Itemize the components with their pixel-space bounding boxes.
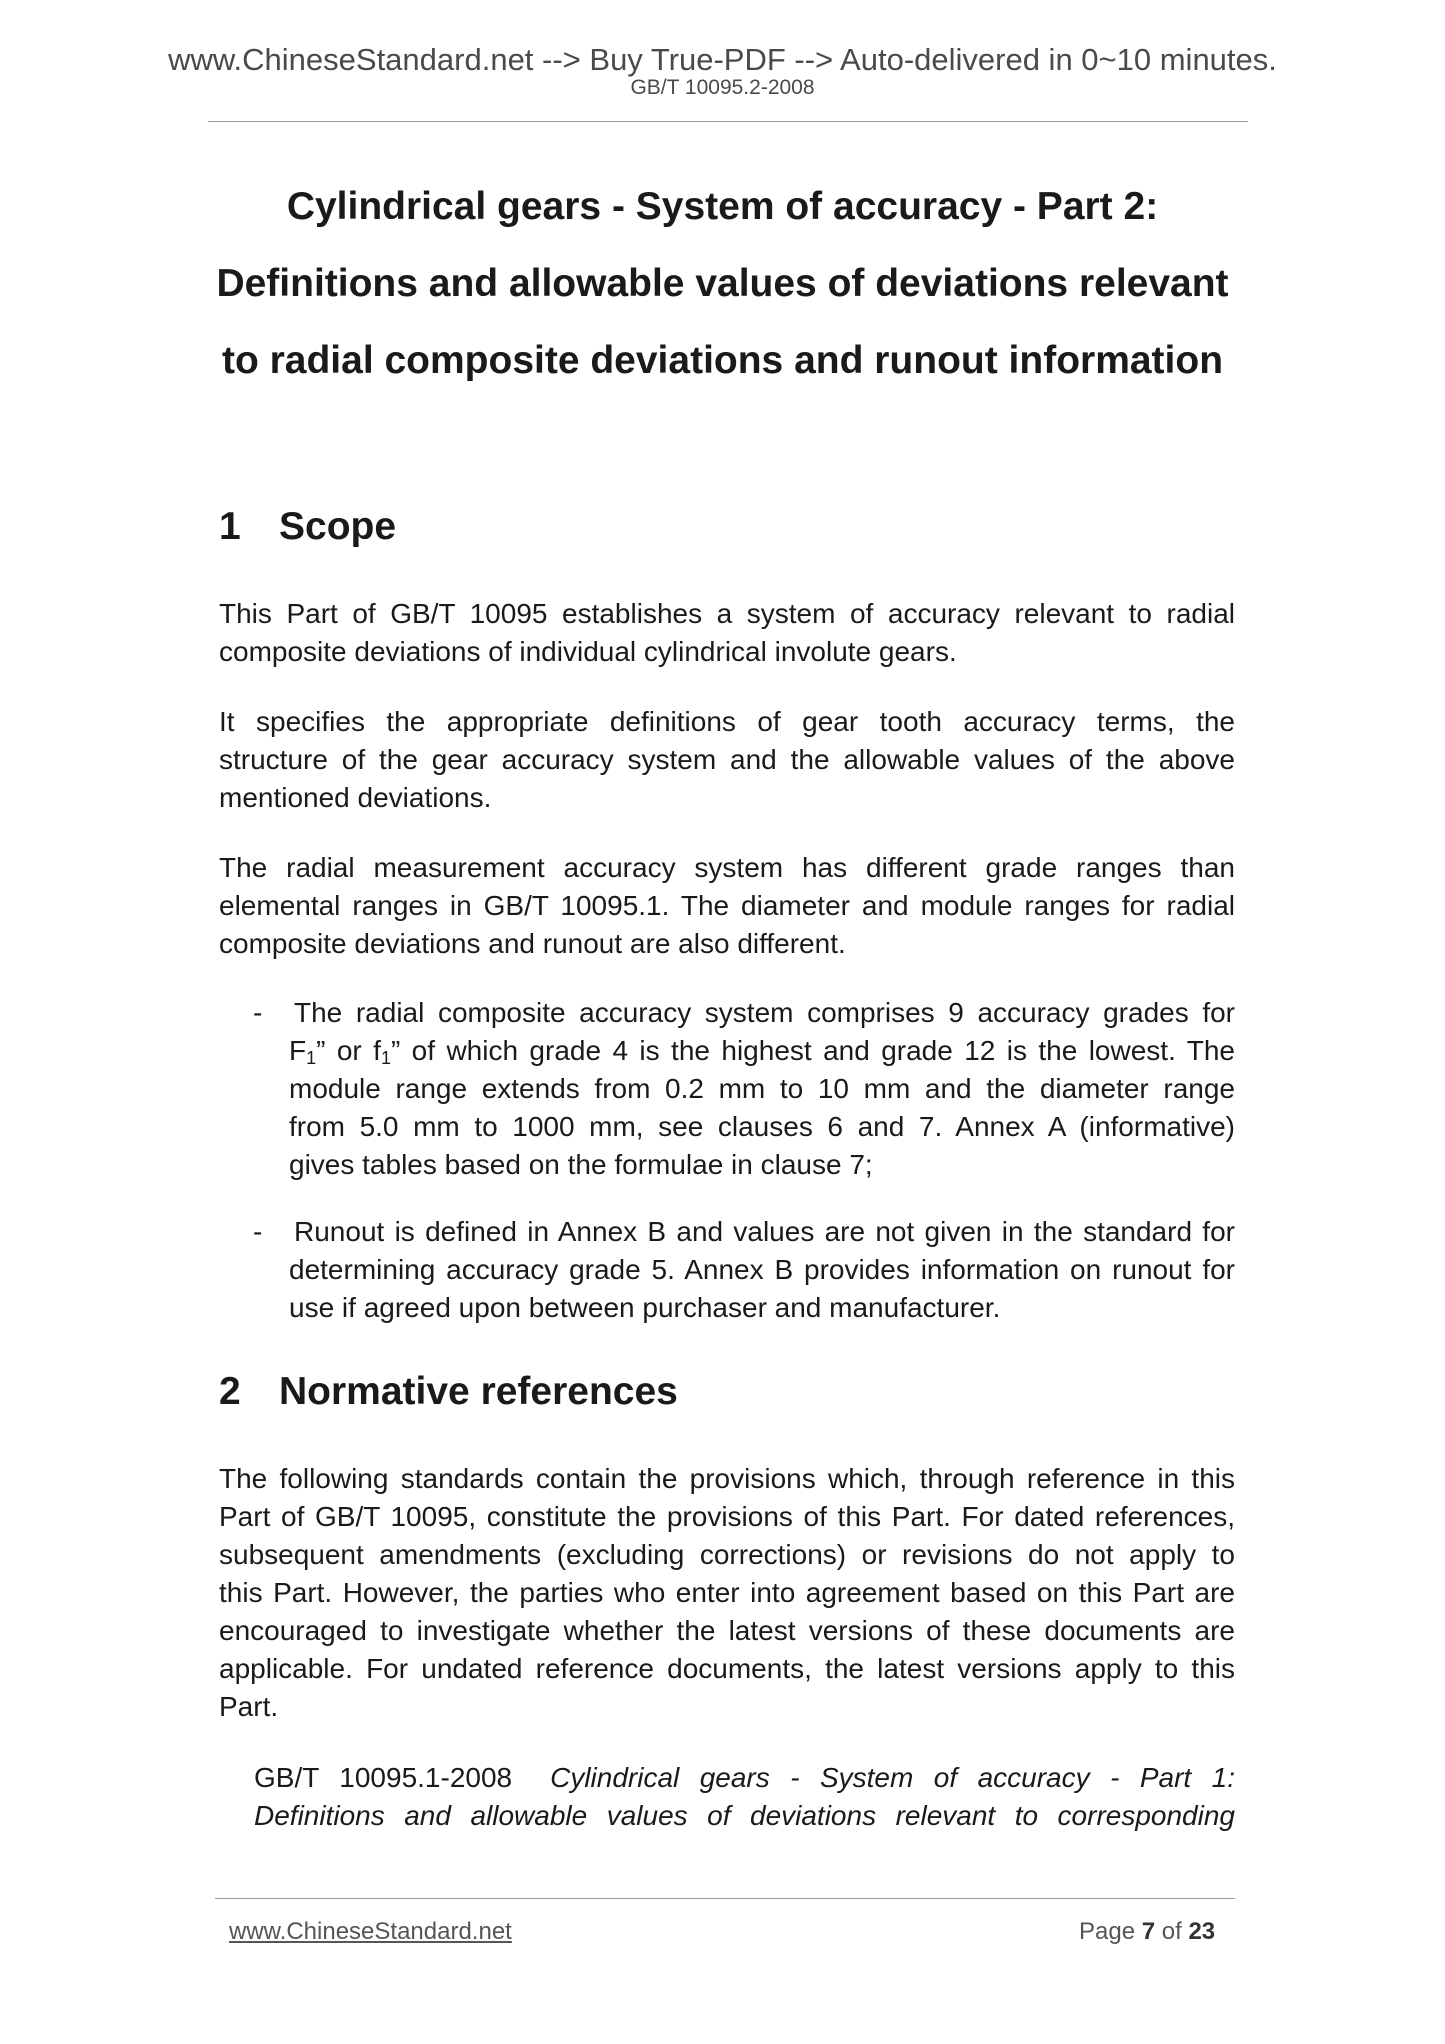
text-line: The radial composite accuracy system comprises 9 accuracy grades for	[294, 997, 1235, 1028]
text-line: mentioned deviations.	[219, 782, 492, 813]
bullet-marker: -	[253, 997, 263, 1028]
section-title: Scope	[279, 505, 397, 548]
title-line: Cylindrical gears - System of accuracy - Part 2:	[286, 185, 1159, 228]
section-number: 2	[219, 1370, 241, 1413]
text-line: determining accuracy grade 5. Annex B provides information on runout for	[289, 1254, 1235, 1285]
header-banner[interactable]: www.ChineseStandard.net --> Buy True-PDF --> Auto-delivered in 0~10 minutes.	[168, 42, 1277, 77]
symbol-F: F	[289, 1035, 307, 1066]
document-title	[170, 168, 1275, 399]
reference-title: Cylindrical gears - System of accuracy - Part 1:	[550, 1762, 1235, 1793]
reference-entry	[254, 1759, 1235, 1835]
section-heading-scope	[219, 505, 396, 549]
text-line: The radial measurement accuracy system has different grade ranges than	[219, 852, 1235, 883]
section-title: Normative references	[279, 1370, 678, 1413]
references-paragraph	[219, 1460, 1235, 1726]
standard-number: GB/T 10095.2-2008	[630, 76, 815, 99]
text-line: encouraged to investigate whether the latest versions of these documents are	[219, 1615, 1235, 1646]
header-divider	[208, 121, 1248, 122]
symbol-f: ” or f	[316, 1035, 381, 1066]
subscript: 1	[380, 1048, 391, 1068]
text-line: gives tables based on the formulae in clause 7;	[289, 1149, 873, 1180]
page-label: Page	[1079, 1918, 1142, 1945]
scope-paragraph-1	[219, 595, 1235, 671]
text-line: structure of the gear accuracy system and the allowable values of the above	[219, 744, 1235, 775]
bullet-marker: -	[253, 1216, 263, 1247]
section-number: 1	[219, 505, 241, 548]
list-item	[254, 994, 1235, 1184]
text-line	[254, 1797, 1235, 1835]
reference-title: Definitions and allowable values of deviations relevant to corresponding	[254, 1800, 1235, 1831]
text-line: Runout is defined in Annex B and values are not given in the standard for	[294, 1216, 1235, 1247]
page-number	[1079, 1918, 1215, 1946]
text-line: subsequent amendments (excluding corrections) or revisions do not apply to	[219, 1539, 1235, 1570]
current-page: 7	[1141, 1918, 1156, 1945]
total-pages: 23	[1188, 1918, 1216, 1945]
text-line: composite deviations and runout are also different.	[219, 928, 846, 959]
text-line: use if agreed upon between purchaser and manufacturer.	[289, 1292, 1001, 1323]
reference-code: GB/T 10095.1-2008	[254, 1762, 513, 1793]
section-heading-normative-references	[219, 1370, 678, 1414]
footer-link[interactable]: www.ChineseStandard.net	[229, 1918, 512, 1945]
subscript: 1	[306, 1048, 317, 1068]
title-line: to radial composite deviations and runout information	[221, 339, 1224, 382]
text-line: this Part. However, the parties who enter into agreement based on this Part are	[219, 1577, 1235, 1608]
text-run: ” of which grade 4 is the highest and grade 12 is the lowest. The	[390, 1035, 1235, 1066]
text-line	[254, 1032, 1235, 1070]
text-line	[254, 1759, 1235, 1797]
text-line: Part.	[219, 1691, 279, 1722]
text-line: composite deviations of individual cylindrical involute gears.	[219, 636, 957, 667]
page-of-label: of	[1155, 1918, 1189, 1945]
text-line: from 5.0 mm to 1000 mm, see clauses 6 and 7. Annex A (informative)	[289, 1111, 1235, 1142]
scope-paragraph-3	[219, 849, 1235, 963]
text-line: It specifies the appropriate definitions of gear tooth accuracy terms, the	[219, 706, 1235, 737]
list-item	[254, 1213, 1235, 1327]
scope-paragraph-2	[219, 703, 1235, 817]
text-line: Part of GB/T 10095, constitute the provisions of this Part. For dated references,	[219, 1501, 1235, 1532]
text-line: applicable. For undated reference documents, the latest versions apply to this	[219, 1653, 1235, 1684]
text-line: This Part of GB/T 10095 establishes a system of accuracy relevant to radial	[219, 598, 1235, 629]
text-line: The following standards contain the provisions which, through reference in this	[219, 1463, 1235, 1494]
text-line: module range extends from 0.2 mm to 10 mm and the diameter range	[289, 1073, 1235, 1104]
footer-divider	[215, 1898, 1235, 1899]
text-line: elemental ranges in GB/T 10095.1. The diameter and module ranges for radial	[219, 890, 1235, 921]
title-line: Definitions and allowable values of deviations relevant	[216, 262, 1229, 305]
